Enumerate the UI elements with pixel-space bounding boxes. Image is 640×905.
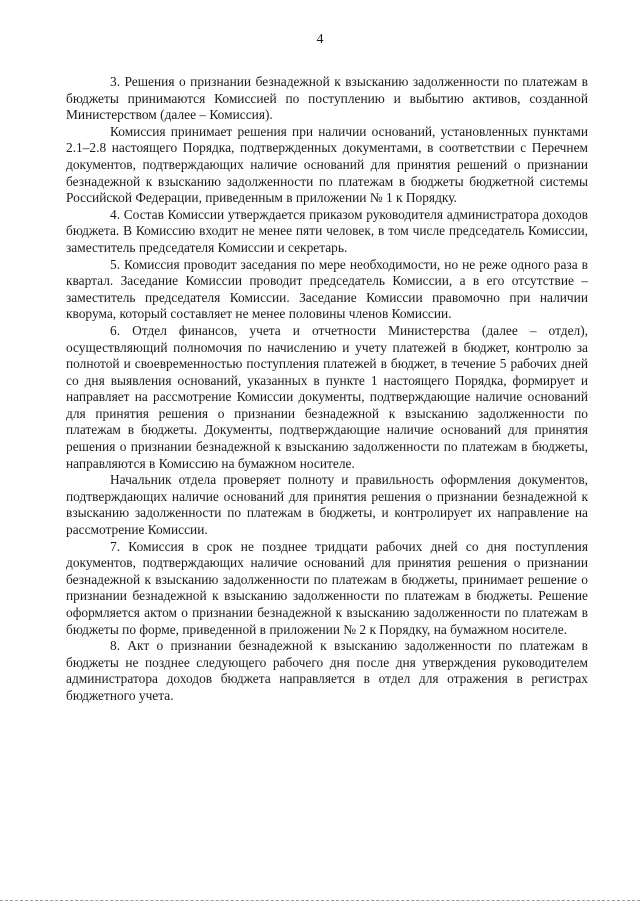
paragraph-8-act: 8. Акт о признании безнадежной к взысканию задолженности по платежам в бюджеты не позднее следующего рабочего дня после дня утверждения руководителем администратора доходов бюджета направляется в отдел для отражения в регистрах бюджетного учета. [66, 638, 588, 703]
document-body [66, 74, 588, 705]
paragraph-6-head-of-department: Начальник отдела проверяет полноту и правильность оформления документов, подтверждающих наличие оснований для принятия решения о признании безнадежной к взысканию задолженности по платежам в бюджеты, и контролирует их направление на рассмотрение Комиссии. [66, 472, 588, 538]
paragraph-6-finance-department: 6. Отдел финансов, учета и отчетности Министерства (далее – отдел), осуществляющий полномочия по начислению и учету платежей в бюджет, контролю за полнотой и своевременностью поступления платежей в бюджет, в течение 5 рабочих дней со дня выявления оснований, указанных в пункте 1 настоящего Порядка, формирует и направляет на рассмотрение Комиссии документы, подтверждающие наличие оснований для принятия решения о признании безнадежной к взысканию задолженности по платежам в бюджеты. Документы, подтверждающие наличие оснований для принятия решения о признании безнадежной к взысканию задолженности по платежам в бюджеты, направляются в Комиссию на бумажном носителе. [66, 322, 588, 471]
paragraph-5-meetings: 5. Комиссия проводит заседания по мере необходимости, но не реже одного раза в квартал. Заседание Комиссии проводит председатель Комиссии, а в его отсутствие – заместитель председателя Комиссии. Заседание Комиссии правомочно при наличии кворума, который составляет не менее половины членов Комиссии. [66, 256, 588, 322]
paragraph-3-commission-grounds: Комиссия принимает решения при наличии оснований, установленных пунктами 2.1–2.8 настоящего Порядка, подтвержденных документами, в соответствии с Перечнем документов, подтверждающих наличие оснований для принятия решений о признании безнадежной к взысканию задолженности по платежам в бюджеты бюджетной системы Российской Федерации, приведенным в приложении № 1 к Порядку. [66, 123, 588, 206]
page-number: 4 [316, 32, 324, 47]
paragraph-3-decisions: 3. Решения о признании безнадежной к взысканию задолженности по платежам в бюджеты принимаются Комиссией по поступлению и выбытию активов, созданной Министерством (далее – Комиссия). [66, 74, 588, 123]
paragraph-4-composition: 4. Состав Комиссии утверждается приказом руководителя администратора доходов бюджета. В Комиссию входит не менее пяти человек, в том числе председатель Комиссии, заместитель председателя Комиссии и секретарь. [66, 206, 588, 255]
paragraph-7-decision-term: 7. Комиссия в срок не позднее тридцати рабочих дней со дня поступления документов, подтверждающих наличие оснований для принятия решения о признании безнадежной к взысканию задолженности по платежам в бюджеты, принимает решение о признании безнадежной к взысканию задолженности по платежам в бюджеты. Решение оформляется актом о признании безнадежной к взысканию задолженности по платежам в бюджеты по форме, приведенной в приложении № 2 к Порядку, на бумажном носителе. [66, 538, 588, 637]
page-bottom-edge [0, 900, 640, 901]
